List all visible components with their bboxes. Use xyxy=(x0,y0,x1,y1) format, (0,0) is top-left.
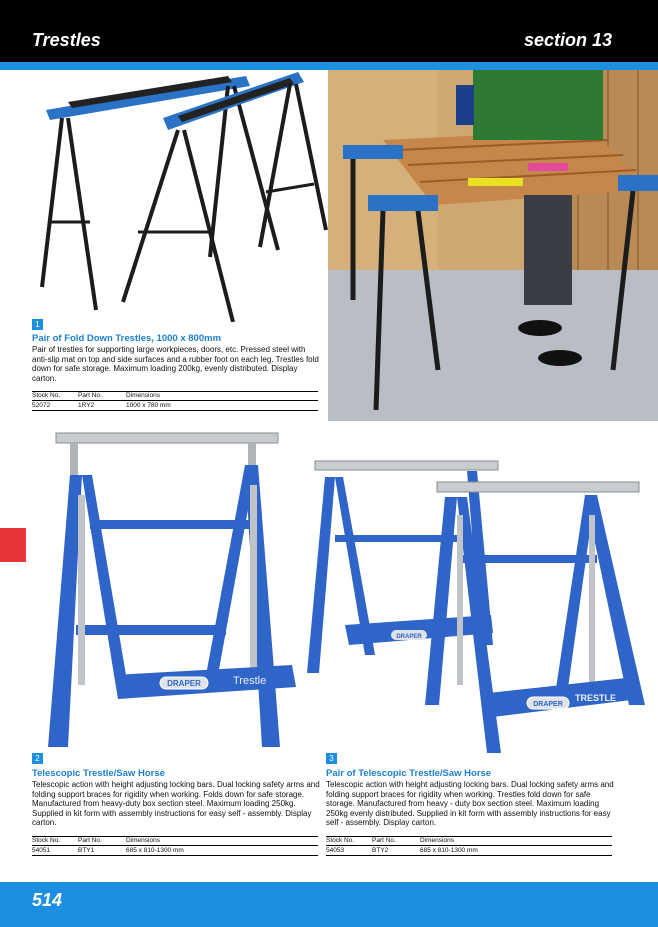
fold-down-trestles-image xyxy=(28,72,328,322)
page-footer xyxy=(0,882,658,927)
table-row xyxy=(326,846,612,856)
table-header-part-no: Part No. xyxy=(372,837,420,846)
product-title: Pair of Telescopic Trestle/Saw Horse xyxy=(326,768,492,779)
dimensions-cell: 685 x 810-1300 mm xyxy=(126,846,318,856)
table-header-dimensions: Dimensions xyxy=(126,392,318,401)
table-header-part-no: Part No. xyxy=(78,837,126,846)
brand-logo-front: DRAPER xyxy=(533,701,563,708)
table-header-stock-no: Stock No. xyxy=(32,837,78,846)
workshop-photo xyxy=(328,70,658,421)
section-label: section 13 xyxy=(523,30,612,50)
stock-no-cell: 52072 xyxy=(32,401,78,411)
header-accent-stripe xyxy=(0,62,658,70)
trestle-label: Trestle xyxy=(233,675,267,687)
table-header-stock-no: Stock No. xyxy=(32,392,78,401)
product-description: Telescopic action with height adjusting locking bars. Dual locking safety arms and folding support braces for rigidity when working. Folds down for safe storage. Manufactured from heavy-duty box section steel. Maximum loading 250kg. Supplied in kit form with assembly instructions for easy self - assembly. Display carton. xyxy=(32,780,320,827)
pair-telescopic-trestles-image xyxy=(305,455,658,755)
table-header-stock-no: Stock No. xyxy=(326,837,372,846)
brand-logo-back: DRAPER xyxy=(396,634,422,640)
product-title: Telescopic Trestle/Saw Horse xyxy=(32,768,165,779)
part-no-cell: BTY2 xyxy=(372,846,420,856)
table-header-dimensions: Dimensions xyxy=(126,837,318,846)
page-number: 514 xyxy=(32,890,63,910)
product-number-badge: 1 xyxy=(32,319,43,330)
table-row xyxy=(32,401,318,411)
page-title: Trestles xyxy=(32,30,101,50)
product-title: Pair of Fold Down Trestles, 1000 x 800mm xyxy=(32,333,222,344)
telescopic-trestle-image xyxy=(30,425,320,750)
dimensions-cell: 685 x 810-1300 mm xyxy=(420,846,612,856)
product-number-badge: 3 xyxy=(326,753,337,764)
stock-no-cell: 54051 xyxy=(32,846,78,856)
part-no-cell: 1RY2 xyxy=(78,401,126,411)
section-side-tab xyxy=(0,528,26,562)
product-description: Telescopic action with height adjusting locking bars. Dual locking safety arms and folding support braces for rigidity when working. Trestles fold down for safe storage. Manufactured from heavy - duty box section steel. Maximum loading 250kg evenly distributed. Supplied in kit form with assembly instructions for easy self - assembly. Display carton. xyxy=(326,780,614,827)
product-number-badge: 2 xyxy=(32,753,43,764)
stock-no-cell: 54053 xyxy=(326,846,372,856)
product-spec-table xyxy=(326,836,612,856)
product-spec-table xyxy=(32,836,318,856)
table-header-part-no: Part No. xyxy=(78,392,126,401)
product-description: Pair of trestles for supporting large workpieces, doors, etc. Pressed steel with anti-slip mat on top and side surfaces and a rubber foot on each leg. Trestles fold down for safe storage. Maximum loading 200kg, evenly distributed. Display carton. xyxy=(32,345,319,383)
trestle-label-caps: TRESTLE xyxy=(575,693,617,703)
page-header xyxy=(0,0,658,62)
table-row xyxy=(32,846,318,856)
dimensions-cell: 1000 x 780 mm xyxy=(126,401,318,411)
part-no-cell: BTY1 xyxy=(78,846,126,856)
product-spec-table xyxy=(32,391,318,411)
brand-logo: DRAPER xyxy=(167,679,201,688)
table-header-dimensions: Dimensions xyxy=(420,837,612,846)
